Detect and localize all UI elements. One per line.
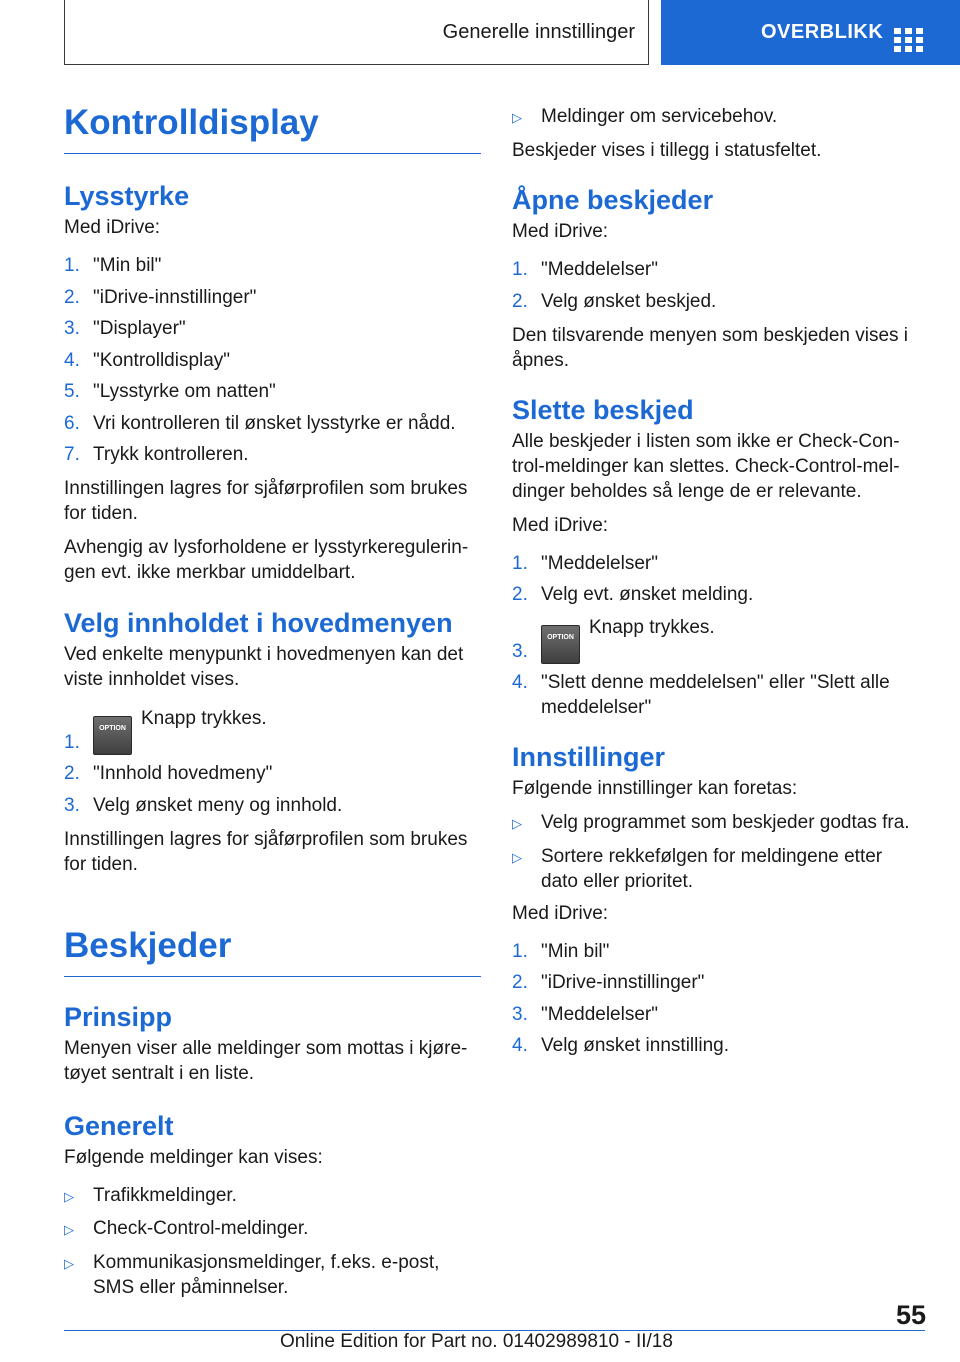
heading-brightness: Lysstyrke	[64, 181, 190, 211]
settings-intro-2: Med iDrive:	[512, 902, 609, 924]
heading-delete-message: Slette beskjed	[512, 394, 694, 425]
bullet-text: Check-Control-meldinger.	[93, 1218, 309, 1239]
step-text: Trykk kontrolleren.	[93, 444, 249, 465]
bullet-triangle-icon: ▷	[512, 849, 522, 865]
step-number: 4.	[512, 672, 528, 693]
overview-label: OVERBLIKK	[761, 21, 884, 43]
heading-open-messages: Åpne beskjeder	[512, 185, 714, 215]
brightness-intro: Med iDrive:	[64, 217, 161, 238]
step-number: 7.	[64, 444, 80, 465]
delete-steps	[512, 551, 922, 721]
bullet-text: Velg programmet som beskjeder godtas fra.	[541, 812, 910, 833]
step-text: "Meddelelser"	[541, 1003, 658, 1025]
list-item	[64, 411, 481, 436]
list-item	[512, 844, 922, 894]
left-column	[64, 100, 481, 1300]
list-item	[512, 257, 922, 282]
bullet-triangle-icon: ▷	[512, 110, 522, 125]
heading-main-menu: Velg innholdet i hovedmenyen	[64, 608, 453, 638]
step-number: 2.	[64, 763, 80, 784]
step-number: 5.	[64, 381, 80, 402]
bullet-text: Meldinger om servicebehov.	[541, 106, 778, 127]
step-text: Velg ønsket beskjed.	[541, 290, 717, 312]
list-item	[64, 348, 481, 373]
right-column	[512, 104, 922, 1058]
step-text: "Slett denne meddelelsen" eller "Slett alle meddelelser"	[541, 672, 890, 718]
bullet-text: Trafikkmeldinger.	[93, 1184, 237, 1206]
delete-intro: Med iDrive:	[512, 514, 609, 536]
settings-bullets	[512, 810, 922, 894]
bullet-text: Sortere rekkefølgen for meldingene etter dato eller prioritet.	[541, 845, 883, 892]
step-text-with-button	[541, 615, 715, 664]
main-menu-intro: Ved enkelte menypunkt i hovedmenyen kan det viste innholdet vises.	[64, 644, 464, 690]
chapter-title-messages: Beskjeder	[64, 923, 481, 977]
list-item	[64, 1216, 481, 1242]
step-text: "Meddelelser"	[541, 552, 658, 574]
list-item	[64, 379, 481, 404]
step-number: 3.	[64, 794, 80, 816]
list-item	[64, 1250, 481, 1300]
list-item	[512, 551, 922, 576]
step-text: "Kontrolldisplay"	[93, 349, 231, 371]
grid-icon	[894, 28, 924, 52]
step-number: 1.	[512, 259, 528, 280]
step-text: "iDrive-innstillinger"	[541, 972, 705, 993]
step-number: 6.	[64, 412, 80, 434]
list-item	[512, 939, 922, 964]
step-text: Vri kontrolleren til ønsket lysstyrke er nådd.	[93, 412, 456, 434]
list-item	[512, 615, 922, 664]
heading-principle: Prinsipp	[64, 1001, 173, 1032]
step-text: "Innhold hovedmeny"	[93, 763, 273, 784]
brightness-steps	[64, 253, 481, 467]
footer-edition: Online Edition for Part no. 01402989810 - II/18	[280, 1331, 673, 1352]
general-intro: Følgende meldinger kan vises:	[64, 1146, 323, 1168]
step-text: Velg evt. ønsket melding.	[541, 584, 754, 605]
chapter-title-control-display: Kontrolldisplay	[64, 100, 481, 154]
step-text: "Min bil"	[93, 255, 162, 276]
option-button-icon: OPTION	[93, 716, 132, 755]
step-text: "Displayer"	[93, 318, 186, 339]
list-item	[512, 289, 922, 314]
step-text: "Min bil"	[541, 940, 610, 962]
list-item	[64, 316, 481, 341]
list-item	[512, 582, 922, 607]
step-number: 1.	[512, 940, 528, 962]
list-item	[64, 761, 481, 786]
list-item	[64, 442, 481, 467]
list-item	[512, 1002, 922, 1027]
settings-steps	[512, 939, 922, 1059]
settings-intro: Følgende innstillinger kan foretas:	[512, 778, 798, 799]
header-section-title: Generelle innstillinger	[442, 20, 635, 43]
step-number: 1.	[64, 255, 80, 276]
main-menu-note: Innstillingen lagres for sjåførprofilen som brukes for tiden.	[64, 828, 468, 875]
bullet-triangle-icon: ▷	[64, 1188, 74, 1204]
principle-text: Menyen viser alle meldinger som mottas i kjøretøyet sentralt i en liste.	[64, 1037, 468, 1084]
list-item	[64, 706, 481, 755]
list-item	[512, 1033, 922, 1058]
status-note: Beskjeder vises i tillegg i statusfeltet.	[512, 140, 822, 161]
list-item	[512, 670, 922, 720]
list-item	[64, 1183, 481, 1209]
list-item	[512, 970, 922, 995]
main-menu-steps	[64, 706, 481, 818]
header-section-tab[interactable]	[64, 0, 649, 65]
option-button-icon: OPTION	[541, 625, 580, 664]
step-number: 3.	[512, 1003, 528, 1025]
general-bullets	[64, 1183, 481, 1300]
step-number: 3.	[64, 318, 80, 339]
page-number: 55	[896, 1300, 927, 1330]
step-number: 3.	[512, 641, 528, 662]
step-number: 2.	[512, 584, 528, 605]
brightness-note-1: Innstillingen lagres for sjåførprofilen som brukes for tiden.	[64, 478, 468, 524]
list-item	[64, 285, 481, 310]
list-item	[64, 253, 481, 278]
bullet-triangle-icon: ▷	[64, 1255, 74, 1271]
list-item	[512, 104, 922, 130]
step-number: 1.	[512, 552, 528, 574]
brightness-note-2: Avhengig av lysforholdene er lysstyrkereguleringen evt. ikke merkbar umiddelbart.	[64, 537, 469, 583]
list-item	[512, 810, 922, 836]
bullet-text: Kommunikasjonsmeldinger, f.eks. e-post, SMS eller påminnelser.	[93, 1251, 440, 1298]
overview-button[interactable]	[661, 0, 960, 65]
step-number: 1.	[64, 732, 80, 753]
open-steps	[512, 257, 922, 314]
step-number: 2.	[512, 290, 528, 312]
step-text: "iDrive-innstillinger"	[93, 286, 257, 308]
step-text: "Meddelelser"	[541, 259, 658, 280]
open-note: Den tilsvarende menyen som beskjeden vises i åpnes.	[512, 324, 909, 371]
step-number: 4.	[64, 349, 80, 371]
step-number: 2.	[64, 286, 80, 308]
step-number: 2.	[512, 972, 528, 993]
step-text: Velg ønsket meny og innhold.	[93, 794, 343, 816]
bullet-triangle-icon: ▷	[64, 1222, 74, 1237]
delete-text: Alle beskjeder i listen som ikke er Check-Control-meldinger kan slettes. Check-Control-meldinger beholdes så lenge de er relevante.	[512, 430, 900, 502]
step-text: Knapp trykkes.	[141, 708, 267, 729]
step-text: "Lysstyrke om natten"	[93, 381, 276, 402]
bullet-triangle-icon: ▷	[512, 816, 522, 831]
step-text: Velg ønsket innstilling.	[541, 1035, 729, 1056]
step-text: Knapp trykkes.	[589, 617, 715, 638]
step-number: 4.	[512, 1035, 528, 1056]
heading-settings: Innstillinger	[512, 742, 666, 772]
step-text-with-button	[93, 706, 267, 755]
heading-general: Generelt	[64, 1110, 174, 1141]
list-item	[64, 793, 481, 818]
open-intro: Med iDrive:	[512, 221, 609, 242]
